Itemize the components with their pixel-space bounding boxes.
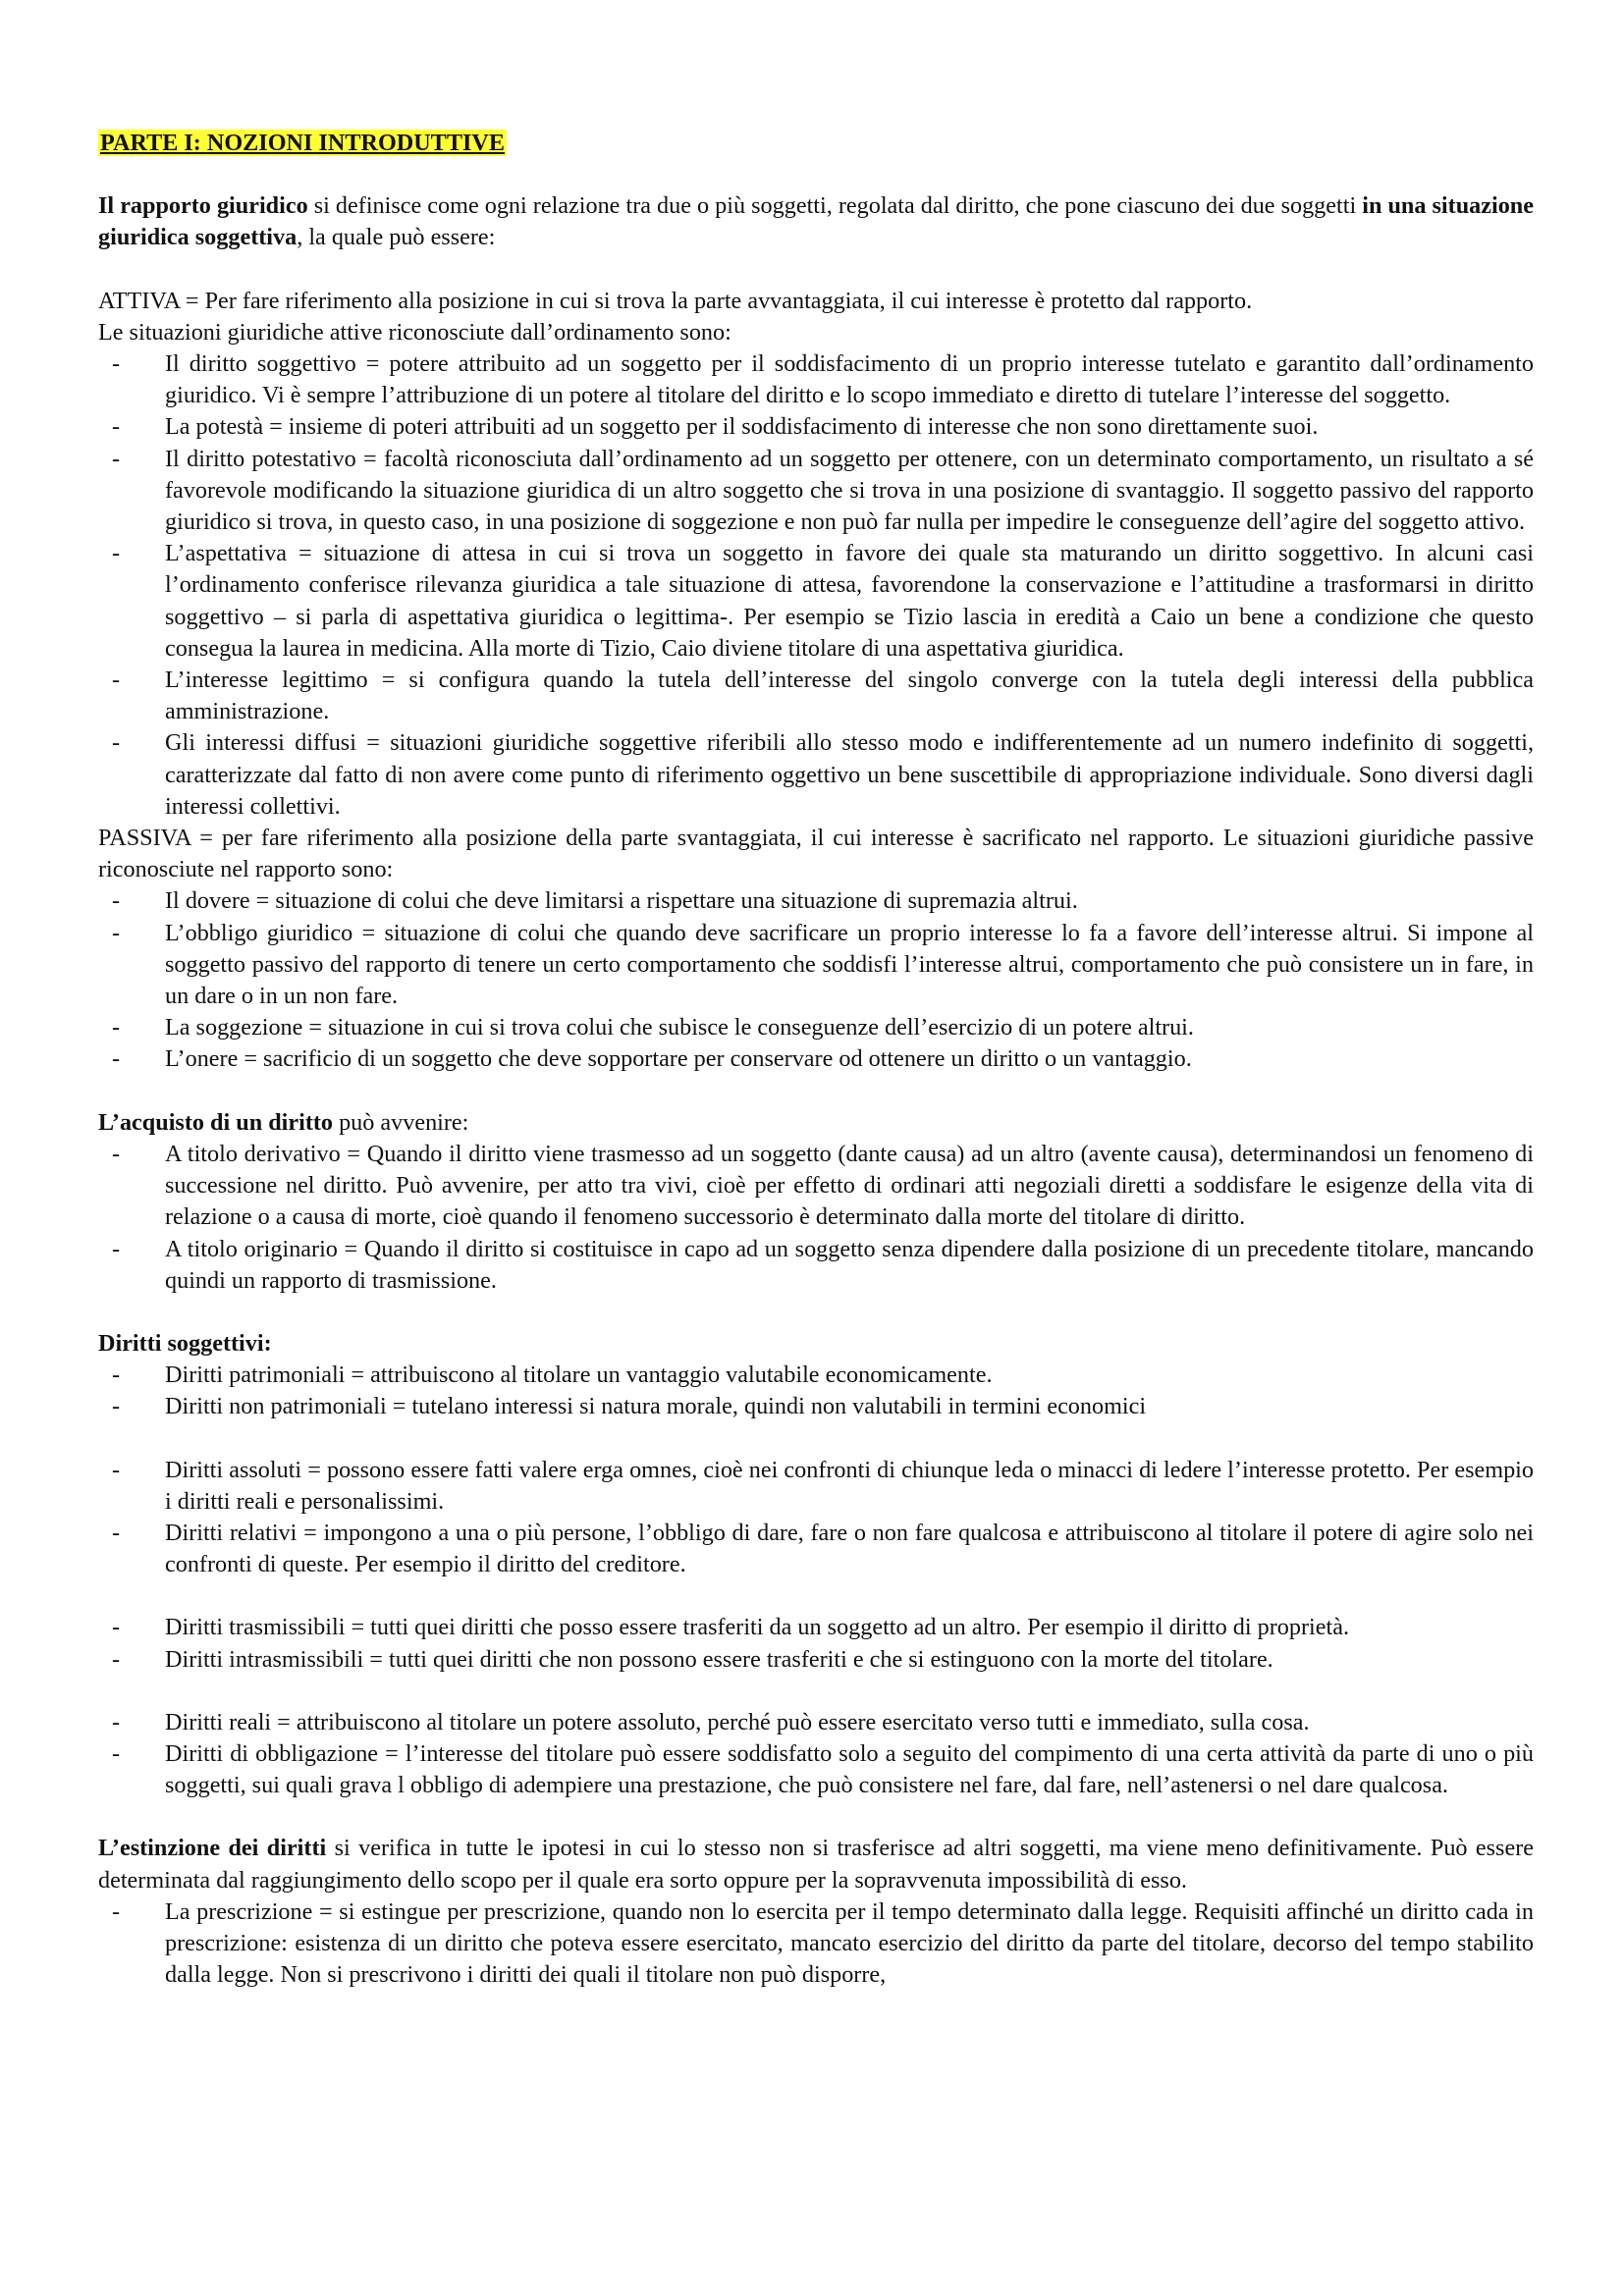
diritti-group-1 bbox=[98, 1360, 1534, 1422]
estinzione-text: si verifica in tutte le ipotesi in cui lo stesso non si trasferisce ad altri soggetti, ma viene meno definitivamente. Può essere determinata dal raggiungimento dello scopo per il quale era sorto oppure per la sopravvenuta impossibilità di esso. bbox=[98, 1835, 1534, 1894]
list-item: - L’onere = sacrificio di un soggetto che deve sopportare per conservare od ottenere un diritto o un vantaggio. bbox=[98, 1043, 1534, 1075]
list-item: - Diritti di obbligazione = l’interesse del titolare può essere soddisfatto solo a seguito del compimento di una certa attività da parte di uno o più soggetti, sui quali grava l obbligo di adempiere una prestazione, che può consistere nel fare, dal fare, nell’astenersi o nel dare qualcosa. bbox=[98, 1738, 1534, 1801]
list-item: - Diritti relativi = impongono a una o più persone, l’obbligo di dare, fare o non fare qualcosa e attribuiscono al titolare il potere di agire solo nei confronti di queste. Per esempio il diritto del creditore. bbox=[98, 1518, 1534, 1580]
list-item: - L’interesse legittimo = si configura quando la tutela dell’interesse del singolo converge con la tutela degli interessi della pubblica amministrazione. bbox=[98, 665, 1534, 727]
list-item: - Diritti intrasmissibili = tutti quei diritti che non possono essere trasferiti e che si estinguono con la morte del titolare. bbox=[98, 1644, 1534, 1676]
diritti-heading bbox=[98, 1328, 1534, 1360]
list-item: - Diritti patrimoniali = attribuiscono al titolare un vantaggio valutabile economicamente. bbox=[98, 1360, 1534, 1391]
title-block bbox=[98, 128, 1534, 159]
diritti-group-4 bbox=[98, 1707, 1534, 1802]
estinzione-bold: L’estinzione dei diritti bbox=[98, 1835, 327, 1862]
intro-bold-situation: in una situazione giuridica soggettiva bbox=[98, 192, 1534, 251]
acquisto-text: può avvenire: bbox=[333, 1108, 469, 1136]
attiva-definition: ATTIVA = Per fare riferimento alla posizione in cui si trova la parte avvantaggiata, il cui interesse è protetto dal rapporto. bbox=[98, 287, 1253, 314]
diritti-group-2 bbox=[98, 1455, 1534, 1581]
list-item: - La prescrizione = si estingue per prescrizione, quando non lo esercita per il tempo determinato dalla legge. Requisiti affinché un diritto cada in prescrizione: esistenza di un diritto che poteva essere esercitato, mancato esercizio del diritto da parte del titolare, decorso del tempo stabilito dalla legge. Non si prescrivono i diritti dei quali il titolare non può disporre, bbox=[98, 1896, 1534, 1992]
intro-text-1: si definisce come ogni relazione tra due o più soggetti, regolata dal diritto, che pone ciascuno dei due soggetti bbox=[307, 192, 1363, 220]
list-item: - La soggezione = situazione in cui si trova colui che subisce le conseguenze dell’esercizio di un potere altrui. bbox=[98, 1012, 1534, 1043]
section-title: PARTE I: NOZIONI INTRODUTTIVE bbox=[100, 130, 505, 156]
estinzione-paragraph bbox=[98, 1833, 1534, 1896]
attiva-list bbox=[98, 348, 1534, 823]
list-item: - Gli interessi diffusi = situazioni giuridiche soggettive riferibili allo stesso modo e indifferentemente ad un numero indefinito di soggetti, caratterizzate dal fatto di non avere come punto di riferimento oggettivo un bene suscettibile di appropriazione individuale. Sono diversi dagli interessi collettivi. bbox=[98, 727, 1534, 823]
list-item: - A titolo derivativo = Quando il diritto viene trasmesso ad un soggetto (dante causa) ad un altro (avente causa), determinandosi un fenomeno di successione nel diritto. Può avvenire, per atto tra vivi, cioè per effetto di ordinari atti negoziali diretti a soddisfare le esigenze della vita di relazione o a causa di morte, cioè quando il fenomeno successorio è determinato dalla morte del titolare di diritto. bbox=[98, 1139, 1534, 1234]
acquisto-paragraph bbox=[98, 1107, 1534, 1139]
acquisto-bold: L’acquisto di un diritto bbox=[98, 1108, 334, 1136]
estinzione-list bbox=[98, 1896, 1534, 1992]
passiva-list bbox=[98, 885, 1534, 1075]
list-item: - Il dovere = situazione di colui che deve limitarsi a rispettare una situazione di supremazia altrui. bbox=[98, 885, 1534, 917]
list-item: - L’obbligo giuridico = situazione di colui che quando deve sacrificare un proprio interesse lo fa a favore dell’interesse altrui. Si impone al soggetto passivo del rapporto di tenere un certo comportamento che soddisfi l’interesse altrui, comportamento che può consistere un in fare, in un dare o in un non fare. bbox=[98, 918, 1534, 1013]
attiva-intro: Le situazioni giuridiche attive riconosciute dall’ordinamento sono: bbox=[98, 318, 731, 346]
list-item: - L’aspettativa = situazione di attesa in cui si trova un soggetto in favore dei quale sta maturando un diritto soggettivo. In alcuni casi l’ordinamento conferisce rilevanza giuridica a tale situazione di attesa, favorendone la conservazione e l’attitudine a trasformarsi in diritto soggettivo – si parla di aspettativa giuridica o legittima-. Per esempio se Tizio lascia in eredità a Caio un bene a condizione che questo consegua la laurea in medicina. Alla morte di Tizio, Caio diviene titolare di una aspettativa giuridica. bbox=[98, 538, 1534, 665]
intro-bold-term: Il rapporto giuridico bbox=[98, 192, 308, 220]
list-item: - Diritti reali = attribuiscono al titolare un potere assoluto, perché può essere esercitato verso tutti e immediato, sulla cosa. bbox=[98, 1707, 1534, 1738]
list-item: - Il diritto soggettivo = potere attribuito ad un soggetto per il soddisfacimento di un proprio interesse tutelato e garantito dall’ordinamento giuridico. Vi è sempre l’attribuzione di un potere al titolare del diritto e lo scopo immediato e diretto di tutelare l’interesse del soggetto. bbox=[98, 348, 1534, 411]
document-page bbox=[98, 128, 1534, 1991]
list-item: - Il diritto potestativo = facoltà riconosciuta dall’ordinamento ad un soggetto per ottenere, con un determinato comportamento, un risultato a sé favorevole modificando la situazione giuridica di un altro soggetto che si trova in una posizione di svantaggio. Il soggetto passivo del rapporto giuridico si trova, in questo caso, in una posizione di soggezione e non può far nulla per impedire le conseguenze dell’agire del soggetto attivo. bbox=[98, 444, 1534, 539]
intro-paragraph bbox=[98, 190, 1534, 253]
list-item: - La potestà = insieme di poteri attribuiti ad un soggetto per il soddisfacimento di interesse che non sono direttamente suoi. bbox=[98, 411, 1534, 443]
list-item: - Diritti assoluti = possono essere fatti valere erga omnes, cioè nei confronti di chiunque leda o minacci di ledere l’interesse protetto. Per esempio i diritti reali e personalissimi. bbox=[98, 1455, 1534, 1518]
diritti-heading-text: Diritti soggettivi: bbox=[98, 1329, 272, 1357]
list-item: - Diritti trasmissibili = tutti quei diritti che posso essere trasferiti da un soggetto ad un altro. Per esempio il diritto di proprietà. bbox=[98, 1612, 1534, 1643]
acquisto-list bbox=[98, 1139, 1534, 1297]
list-item: - Diritti non patrimoniali = tutelano interessi si natura morale, quindi non valutabili in termini economici bbox=[98, 1391, 1534, 1422]
list-item: - A titolo originario = Quando il diritto si costituisce in capo ad un soggetto senza dipendere dalla posizione di un precedente titolare, mancando quindi un rapporto di trasmissione. bbox=[98, 1234, 1534, 1297]
diritti-group-3 bbox=[98, 1612, 1534, 1675]
intro-text-2: , la quale può essere: bbox=[297, 224, 496, 251]
passiva-definition: PASSIVA = per fare riferimento alla posizione della parte svantaggiata, il cui interesse è sacrificato nel rapporto. Le situazioni giuridiche passive riconosciute nel rapporto sono: bbox=[98, 825, 1534, 883]
